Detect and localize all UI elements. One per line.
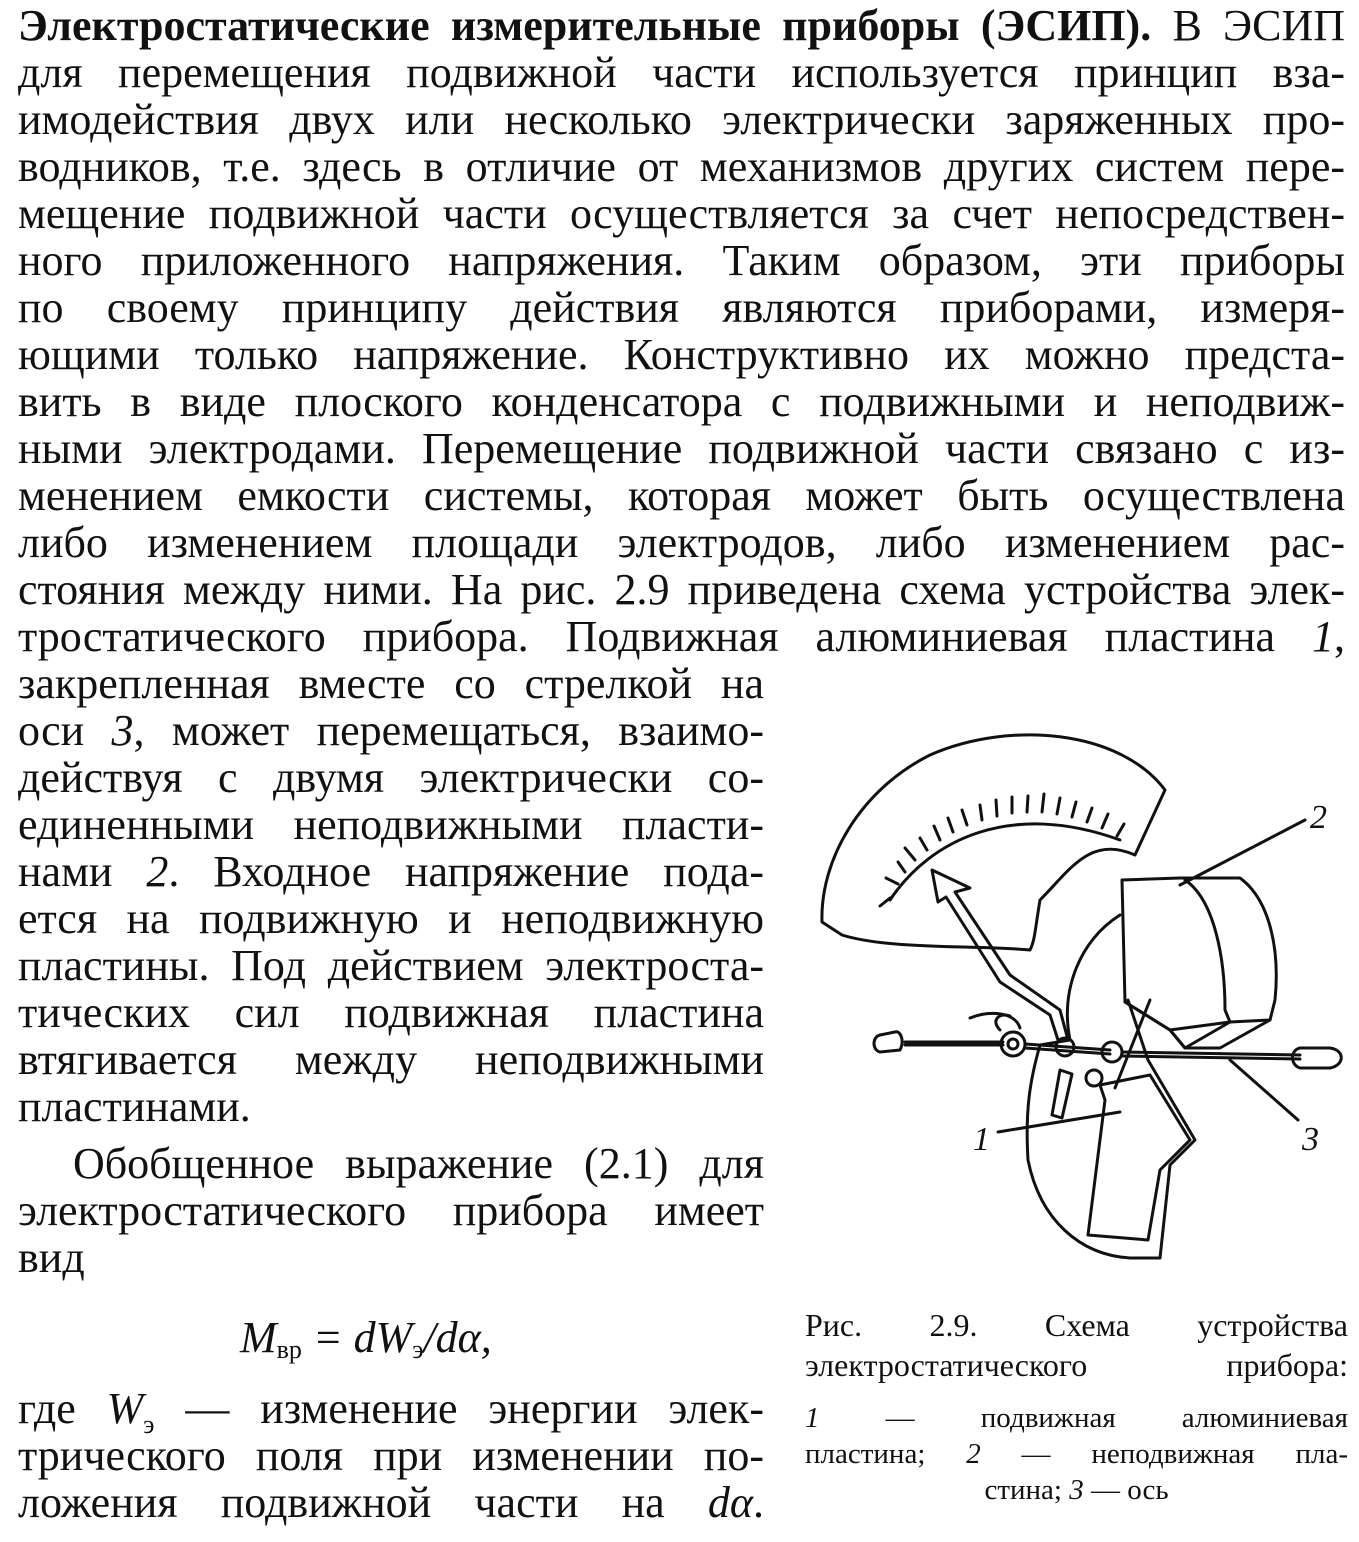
text-line: электростатического прибора имеет bbox=[18, 1186, 764, 1235]
leader-line-3 bbox=[1230, 1060, 1298, 1120]
text-line: тических сил подвижная пластина bbox=[18, 988, 764, 1037]
text-line: тростатического прибора. Подвижная алюминиевая пластина 1, bbox=[18, 612, 1345, 661]
figure-caption-title: Рис. 2.9. Схема устройства bbox=[805, 1307, 1348, 1343]
text-line: имодействия двух или несколько электрически заряженных про- bbox=[18, 95, 1345, 144]
text-line: пластинами. bbox=[18, 1082, 251, 1131]
text-line: ложения подвижной части на dα. bbox=[18, 1478, 764, 1527]
text-line: пластины. Под действием электроста- bbox=[18, 941, 764, 990]
text-line: стояния между ними. На рис. 2.9 приведена схема устройства элек- bbox=[18, 565, 1345, 614]
damper bbox=[1052, 1070, 1072, 1118]
text-line: мещение подвижной части осуществляется за счет непосредствен- bbox=[18, 189, 1345, 238]
label-1: 1 bbox=[973, 1121, 990, 1158]
figure-caption-legend: стина; 3 — ось bbox=[984, 1474, 1169, 1506]
text-line: менением емкости системы, которая может быть осуществлена bbox=[18, 471, 1345, 520]
text-line: ющими только напряжение. Конструктивно их можно предста- bbox=[18, 330, 1345, 379]
text-line: для перемещения подвижной части используется принцип вза- bbox=[18, 48, 1345, 97]
figure-caption-legend: пластина; 2 — неподвижная пла- bbox=[805, 1438, 1348, 1470]
axis bbox=[874, 1032, 902, 1052]
text-line: водников, т.е. здесь в отличие от механизмов других систем пере- bbox=[18, 142, 1345, 191]
text-line: втягивается между неподвижными bbox=[18, 1035, 764, 1084]
label-3: 3 bbox=[1302, 1121, 1319, 1158]
text-line: где $W_э$ — изменение энергии элек- bbox=[18, 1384, 764, 1439]
formula: $M_{вр} = dW_э/d\alpha$, bbox=[240, 1313, 492, 1364]
scale-ticks bbox=[880, 794, 1124, 906]
figure-caption-legend: 1 — подвижная алюминиевая bbox=[805, 1402, 1348, 1434]
spring bbox=[970, 1013, 1020, 1030]
text-line: оси 3, может перемещаться, взаимо- bbox=[18, 706, 765, 755]
fixed-plate bbox=[1122, 878, 1276, 1048]
text-line: нами 2. Входное напряжение пода- bbox=[18, 847, 764, 896]
text-line: Электростатические измерительные приборы (ЭСИП). В ЭСИП bbox=[18, 1, 1345, 50]
text-line: вид bbox=[18, 1233, 85, 1282]
text-line: единенными неподвижными пласти- bbox=[18, 800, 764, 849]
scale-arc bbox=[890, 824, 1120, 900]
text-line: вить в виде плоского конденсатора с подвижными и неподвиж- bbox=[18, 377, 1345, 426]
text-line: действуя с двумя электрически со- bbox=[18, 753, 764, 802]
leader-line-2 bbox=[1180, 820, 1305, 885]
text-line: закрепленная вместе со стрелкой на bbox=[18, 659, 764, 708]
text-line: трического поля при изменении по- bbox=[18, 1431, 764, 1480]
electrostatic-device-diagram bbox=[805, 692, 1355, 1292]
text-line: ного приложенного напряжения. Таким образом, эти приборы bbox=[18, 236, 1345, 285]
text-line: по своему принципу действия являются приборами, измеря- bbox=[18, 283, 1345, 332]
figure-caption-title: электростатического прибора: bbox=[805, 1347, 1348, 1383]
label-2: 2 bbox=[1310, 799, 1327, 836]
text-line: ными электродами. Перемещение подвижной части связано с из- bbox=[18, 424, 1345, 473]
text-line: ется на подвижную и неподвижную bbox=[18, 894, 764, 943]
text-line: Обобщенное выражение (2.1) для bbox=[73, 1139, 764, 1188]
moving-plate bbox=[1027, 915, 1195, 1258]
section-heading: Электростатические измерительные приборы (ЭСИП). bbox=[18, 1, 1152, 50]
text-line: либо изменением площади электродов, либо изменением рас- bbox=[18, 518, 1345, 567]
